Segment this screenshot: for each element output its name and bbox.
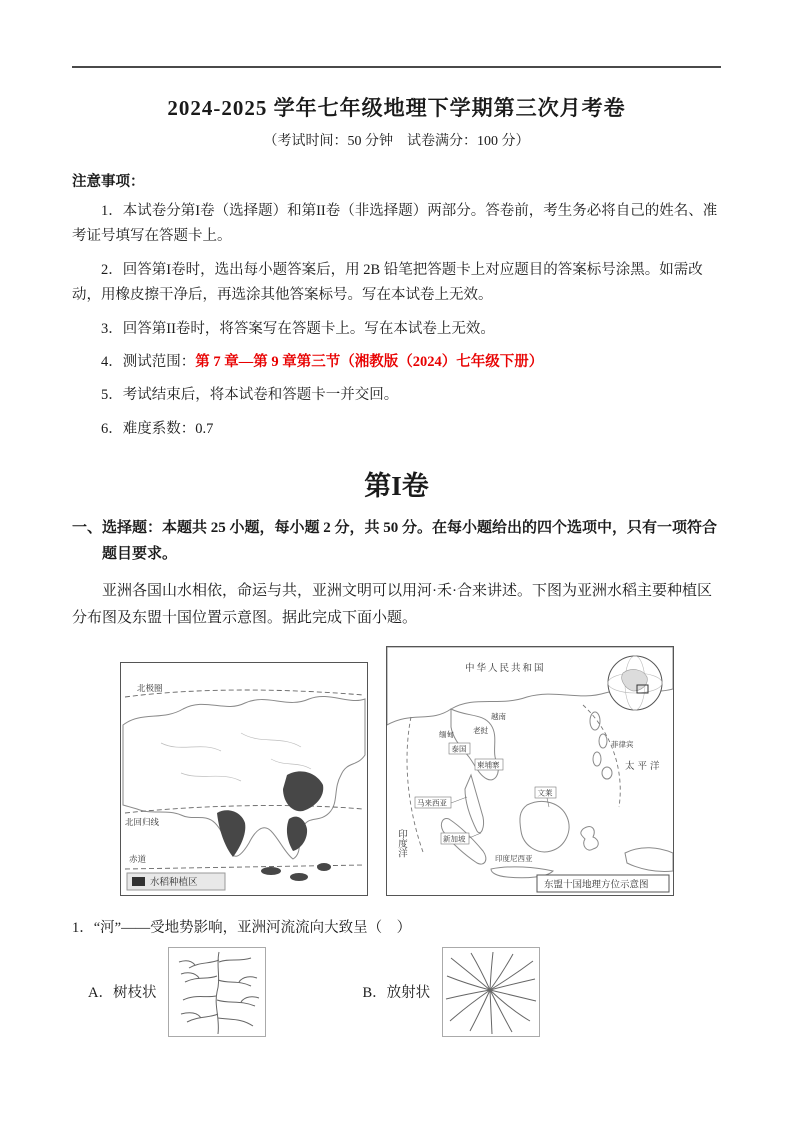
dendritic-pattern-svg — [169, 948, 265, 1036]
myanmar-label: 缅甸 — [438, 729, 454, 739]
malaysia-label: 马来西亚 — [416, 798, 447, 807]
page-subtitle: （考试时间：50 分钟 试卷满分：100 分） — [263, 134, 530, 149]
arctic-circle-label: 北极圈 — [136, 682, 163, 693]
rice-legend-label: 水稻种植区 — [149, 877, 198, 888]
question-1-text: 1．“河”——受地势影响，亚洲河流流向大致呈（ ） — [72, 919, 412, 936]
malay-peninsula — [465, 775, 484, 833]
pacific-ocean-label: 太平洋 — [624, 761, 663, 772]
header-divider — [72, 66, 721, 68]
rice-legend-swatch — [132, 877, 145, 886]
asean-map-svg — [387, 647, 673, 895]
rice-area-island-3 — [317, 863, 331, 871]
china-label: 中华人民共和国 — [464, 663, 546, 674]
option-a — [88, 947, 266, 1037]
notice-text-4-range: 第 7 章—第 9 章第三节（湘教版（2024）七年级下册） — [195, 353, 544, 370]
cambodia-label-box — [475, 759, 503, 770]
radial-pattern-image — [442, 947, 540, 1037]
question-1-options — [88, 947, 721, 1037]
rice-area-island-1 — [261, 867, 281, 875]
section-1-instruction: 一、选择题：本题共 25 小题，每小题 2 分，共 50 分。在每小题给出的四个选项中，只有一项符合题目要求。 — [72, 520, 718, 563]
dendritic-pattern-image — [168, 947, 266, 1037]
map-legend — [127, 873, 225, 890]
brunei-label: 文莱 — [537, 788, 552, 797]
notice-text-1: 1．本试卷分第I卷（选择题）和第II卷（非选择题）两部分。答卷前，考生务必将自己的姓名、准考证号填写在答题卡上。 — [72, 203, 718, 245]
notice-text-3: 3．回答第II卷时，将答案写在答题卡上。写在本试卷上无效。 — [101, 320, 495, 337]
notice-text-5: 5．考试结束后，将本试卷和答题卡一并交回。 — [101, 387, 399, 404]
notice-text-6: 6．难度系数：0.7 — [101, 420, 214, 437]
map-caption-box — [537, 875, 669, 892]
new-guinea-island — [625, 847, 673, 871]
notice-text-4-prefix: 4．测试范围： — [101, 353, 196, 370]
notice-item-6 — [72, 417, 721, 442]
tropic-label: 北回归线 — [124, 816, 159, 827]
option-b-label: B．放射状 — [362, 985, 431, 1001]
indonesia-label: 印度尼西亚 — [494, 853, 532, 863]
notice-item-5 — [72, 383, 721, 408]
notice-item-4 — [72, 350, 721, 375]
section-1-title: 第I卷 — [364, 471, 429, 501]
malaysia-label-box — [415, 797, 467, 808]
rice-area-island-2 — [290, 873, 308, 881]
cambodia-label: 柬埔寨 — [476, 760, 499, 769]
philippines-label: 菲律宾 — [610, 739, 633, 749]
maps-figure — [72, 646, 721, 896]
notice-heading: 注意事项： — [72, 174, 145, 190]
region-boundary-west — [407, 717, 423, 852]
radial-pattern-svg — [443, 948, 539, 1036]
notice-item-3 — [72, 317, 721, 342]
asia-rice-map — [120, 662, 368, 896]
thailand-label-box — [449, 743, 470, 754]
asean-map — [386, 646, 674, 896]
question-group-intro: 亚洲各国山水相依，命运与共，亚洲文明可以用河·禾·合来讲述。下图为亚洲水稻主要种植区分布图及东盟十国位置示意图。据此完成下面小题。 — [72, 582, 712, 626]
region-boundary-east — [583, 705, 620, 807]
philippines-islands — [590, 712, 612, 779]
option-b — [362, 947, 540, 1037]
equator-label: 赤道 — [128, 853, 146, 864]
borneo-island — [519, 801, 568, 851]
notice-item-2 — [72, 258, 721, 309]
globe-inset-icon — [608, 656, 662, 710]
singapore-label: 新加坡 — [442, 834, 465, 843]
thailand-label: 泰国 — [451, 744, 466, 753]
vietnam-label: 越南 — [490, 711, 506, 721]
map-caption: 东盟十国地理方位示意图 — [543, 880, 649, 890]
laos-label: 老挝 — [472, 725, 488, 735]
page-title: 2024-2025 学年七年级地理下学期第三次月考卷 — [167, 96, 626, 120]
notice-text-2: 2．回答第I卷时，选出每小题答案后，用 2B 铅笔把答题卡上对应题目的答案标号涂黑。如需改动，用橡皮擦干净后，再选涂其他答案标号。写在本试卷上无效。 — [72, 261, 703, 304]
indian-ocean-label: 印度洋 — [395, 828, 406, 857]
notice-item-1 — [72, 199, 721, 250]
option-a-label: A．树枝状 — [88, 985, 157, 1001]
asia-rice-map-svg — [121, 663, 367, 895]
sulawesi-island — [580, 826, 597, 850]
